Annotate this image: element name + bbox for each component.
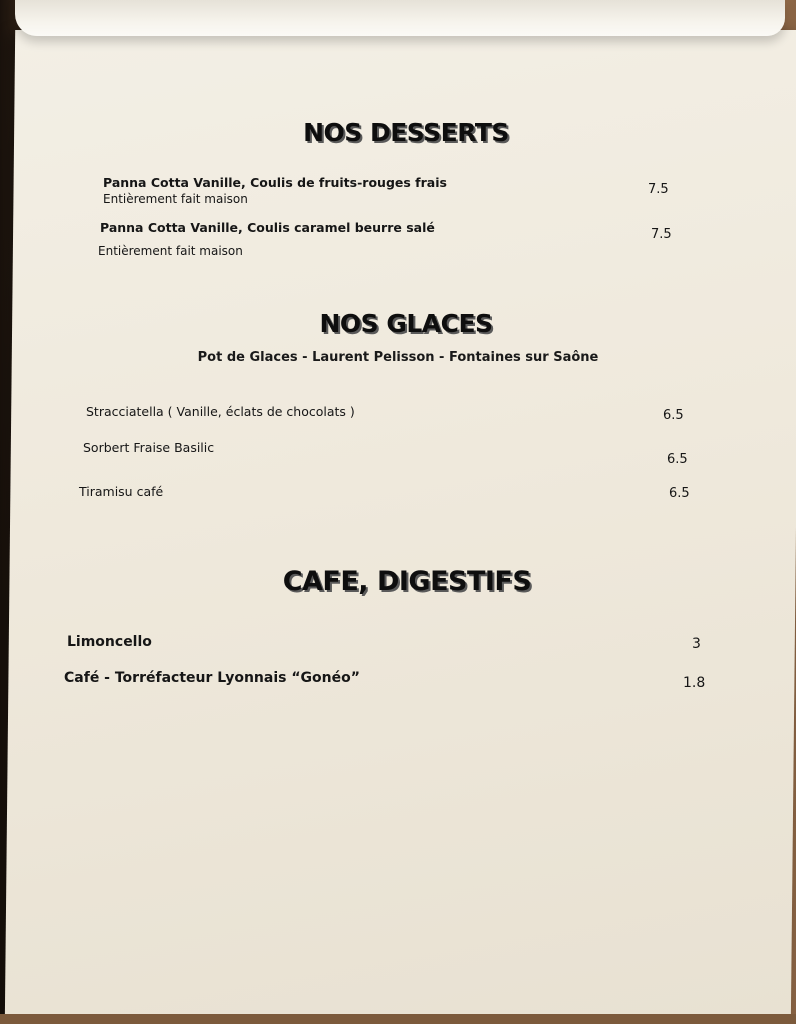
dessert-item-price: 7.5	[651, 227, 672, 242]
dessert-item-note: Entièrement fait maison	[98, 244, 243, 258]
dessert-item-note: Entièrement fait maison	[103, 192, 248, 206]
dessert-item-name: Panna Cotta Vanille, Coulis caramel beurre salé	[100, 220, 435, 235]
glace-item-price: 6.5	[669, 486, 690, 501]
glaces-title: NOS GLACES	[319, 309, 493, 338]
cafe-item-name: Limoncello	[67, 634, 152, 650]
cafe-item-price: 1.8	[683, 675, 706, 691]
glace-item-name: Sorbert Fraise Basilic	[83, 440, 215, 455]
dessert-item-price: 7.5	[648, 182, 669, 197]
glace-item-price: 6.5	[663, 408, 684, 423]
glace-item-name: Tiramisu café	[79, 484, 164, 499]
dessert-item-name: Panna Cotta Vanille, Coulis de fruits-rouges frais	[103, 175, 447, 190]
glace-item-name: Stracciatella ( Vanille, éclats de chocolats )	[86, 404, 355, 419]
cafe-item-name: Café - Torréfacteur Lyonnais “Gonéo”	[64, 670, 360, 686]
desserts-title: NOS DESSERTS	[303, 118, 509, 147]
table-edge-bottom	[0, 1014, 796, 1024]
glace-item-price: 6.5	[667, 452, 688, 467]
previous-page-flap	[15, 0, 785, 36]
cafe-title: CAFE, DIGESTIFS	[282, 566, 532, 597]
glaces-subtitle: Pot de Glaces - Laurent Pelisson - Fontaines sur Saône	[197, 350, 599, 365]
cafe-item-price: 3	[692, 636, 701, 652]
